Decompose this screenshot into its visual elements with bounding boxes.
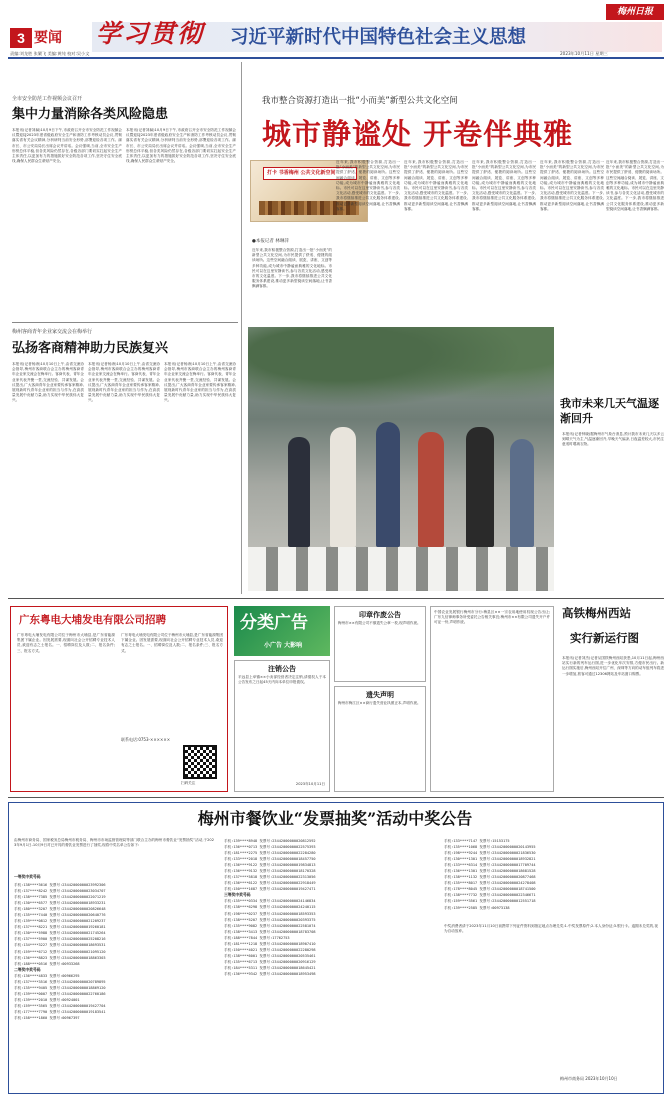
lottery-winner-row: 手机:135****1068 发票号:23442000000020143955	[444, 845, 536, 850]
notice-1-body: 梅州市××有限公司不慎遗失公章一枚,现声明作废。	[338, 621, 421, 625]
pedestrian-3	[376, 422, 400, 547]
story-culture-byline: ●本报记者 林琳萍	[252, 239, 289, 244]
pedestrian-2	[330, 427, 356, 547]
lottery-winner-row: 手机:137****3516 发票号:23442000000020789895	[14, 979, 106, 984]
lottery-winner-row: 手机:138****7732 发票号:23442000000022346671	[444, 893, 536, 898]
lottery-winner-row: 手机:184****5311 发票号:23442000000018645421	[224, 965, 316, 970]
editor-line: 责编:刘龙胜 张繁飞 美编:黄纯 校对:吴小文	[10, 51, 90, 56]
street-photo-road	[248, 547, 554, 591]
lottery-winner-row: 手机:198****9244 发票号:23442000000021836530	[444, 851, 536, 856]
lottery-winner-row: 手机:136****4833 发票号:00966295	[14, 973, 80, 978]
lottery-winner-row: 手机:198****0237 发票号:23442000000018593353	[224, 911, 316, 916]
classified-notice-3	[334, 686, 426, 792]
story-rail-body: 本报讯(记者刘杰)记者从国铁梅州西站获悉,10月11日起,梅州西站实行新的列车运行图,进一步优化车次安排,方便市民出行。新运行图实施后,梅州西站开往广州、深圳等方向的动车组列车将进一步增加,旅客可通过12306网站及车站窗口购票。	[562, 656, 664, 676]
lottery-winner-row: 手机:159****3565 发票号:23442000000019427704	[14, 1003, 106, 1008]
masthead-divider	[8, 57, 664, 59]
lottery-winner-row: 手机:133****6314 发票号:23442000000017709744	[444, 863, 536, 868]
slogan-brush-text: 学习贯彻	[96, 19, 205, 48]
story-culture-body-col2: 近年来,我市积极整合资源,打造出一批“小而美”的新型公共文化空间,为市民提供了舒适、便捷的阅读场所。这些空间融合阅读、展览、讲座、文创等多种功能,成为城市中静谧而典雅的文化地标。市民可以在这里安静读书,参与各类文化活动,感受城市的文化温度。下一步,我市将继续推进公共文化服务体系建设,推动更多新型阅读空间落地,让书香飘满客都。	[336, 160, 400, 211]
lottery-winner-row: 手机:130****1301 发票号:23442000000018932821	[444, 857, 536, 862]
lottery-tier1-label: 一等奖中奖号码	[14, 874, 41, 879]
lottery-winner-row: 手机:136****9122 发票号:23442000000019834813	[224, 863, 316, 868]
lottery-winner-row: 手机:139****2010 发票号:00924001	[14, 997, 80, 1002]
qr-code-icon	[183, 745, 217, 779]
story-rail-headline-1: 高铁梅州西站	[562, 606, 631, 620]
street-photo-trees	[248, 327, 554, 417]
page-section-badge: 3	[10, 28, 32, 48]
lottery-winner-row: 手机:138****3616 发票号:23442000000023992306	[14, 883, 106, 887]
story-culture-headline: 城市静谧处 开卷伴典雅	[262, 117, 574, 151]
lottery-winner-row: 手机:138****1132 发票号:23442000000020877468	[444, 875, 536, 880]
story-hakka-kicker: 梅州客商青年企业家交流会在梅举行	[12, 329, 93, 335]
lottery-winner-row: 手机:138****6298 发票号:23442000000024240115	[224, 905, 316, 910]
ad-power-body-col1: 广东粤电大埔发电有限公司位于梅州市大埔县,是广东省能源集团下属企业。因发展需要,现面向社会公开招聘专业技术人员,欢迎有志之士报名。一、招聘岗位及人数;二、报名条件;三、报名方式。	[17, 633, 115, 653]
notice-2-title: 注销公告	[268, 664, 296, 673]
lottery-winner-row: 手机:139****0007 发票号:23442000000022760186	[14, 991, 106, 996]
story-hakka-body-col3: 本报讯(记者杨涛)10月10日上午,由省交流协会指导,梅州市客商联合会主办的梅州客商青年企业家交流会在梅举行。客商代表、青年企业家代表齐聚一堂,交流经验、共谋发展。会议提出,广大客商青年企业家要传承客家精神,展现新时代青年企业家的担当与作为,在高质量发展中贡献力量,助力实现中华民族伟大复兴。	[164, 362, 236, 403]
lottery-winner-row: 手机:138****5207 发票号:23442000000020393375	[224, 917, 316, 922]
lottery-winner-row: 手机:159****3561 发票号:23442000000012551718	[444, 899, 536, 904]
lottery-column-3	[444, 838, 658, 918]
divider-left-1	[12, 322, 238, 323]
story-culture-kicker: 我市整合资源打造出一批“小而美”新型公共文化空间	[262, 96, 458, 106]
lottery-winner-row: 手机:158****1860 发票号:00967397	[14, 1015, 80, 1020]
divider-main-bottom	[8, 598, 664, 599]
lottery-winner-row: 手机:177****7790 发票号:23442000000019183541	[14, 1009, 106, 1014]
story-safety-body-col1: 本报讯(记者刘赫)10月9日下午,市政府召开全市安全防范工作视频会议暨迎接2023年度省级政府安全生产和消防工作考核动员会议,贯彻落实省有关会议精神,分析研判当前安全形势,部署迎检各项工作。副市长、市公安局局长出席会议并讲话。会议强调,当前,全市安全生产形势总体平稳,但各类风险仍然存在,各级各部门要切实扛起安全生产主体责任,以更加有力的措施抓好安全防范各项工作,坚决守住安全底线,确保人民群众生命财产安全。	[12, 128, 122, 164]
story-safety-headline: 集中力量消除各类风险隐患	[12, 107, 169, 122]
lottery-winner-row: 手机:133****7147 发票号:15153175	[444, 839, 510, 843]
ad-power-body-col2: 广东粤电大埔发电有限公司位于梅州市大埔县,是广东省能源集团下属企业。因发展需要,现面向社会公开招聘专业技术人员,欢迎有志之士报名。一、招聘岗位及人数;二、报名条件;三、报名方式。	[121, 633, 223, 653]
lottery-rules: 中奖消费者请于2023年11月10日前携带下列证件资料到指定地点办理兑奖:1.中奖发票原件;2.本人身份证;3.银行卡。逾期未兑奖的,视为自动放弃。	[444, 924, 658, 934]
divider-vertical-main	[241, 62, 242, 594]
lottery-winner-row: 手机:137****5900 发票号:23442000000025208216	[14, 937, 106, 942]
lottery-winner-row: 手机:135****7440 发票号:23442000000020640776	[14, 913, 106, 918]
pedestrian-6	[510, 439, 534, 547]
story-culture-body-col1: 近年来,我市积极整合资源,打造出一批“小而美”的新型公共文化空间,为市民提供了舒适、便捷的阅读场所。这些空间融合阅读、展览、讲座、文创等多种功能,成为城市中静谧而典雅的文化地标。市民可以在这里安静读书,参与各类文化活动,感受城市的文化温度。下一步,我市将继续推进公共文化服务体系建设,推动更多新型阅读空间落地,让书香飘满客都。	[252, 248, 332, 289]
lottery-winner-row: 手机:150****4021 发票号:23442000000022280298	[224, 947, 316, 952]
story-culture-body-col4: 近年来,我市积极整合资源,打造出一批“小而美”的新型公共文化空间,为市民提供了舒适、便捷的阅读场所。这些空间融合阅读、展览、讲座、文创等多种功能,成为城市中静谧而典雅的文化地标。市民可以在这里安静读书,参与各类文化活动,感受城市的文化温度。下一步,我市将继续推进公共文化服务体系建设,推动更多新型阅读空间落地,让书香飘满客都。	[472, 160, 536, 211]
divider-ads-bottom	[8, 797, 664, 798]
lottery-column-2	[224, 838, 434, 1090]
notice-3-body: 梅州市梅江区××商行遗失营业执照正本,声明作废。	[338, 701, 421, 705]
lottery-winner-row: 手机:130****6577 发票号:23442000000018933231	[14, 901, 106, 906]
lottery-winner-row: 手机:136****1301 发票号:23442000000018681528	[444, 869, 536, 874]
lottery-winner-row: 手机:139****2585 发票号:00973138	[444, 905, 510, 910]
ad-power-box	[10, 606, 228, 792]
notice-2-body: 平远县上举镇××小卖部经营者决定注销,请债权人于本公告发布之日起45天内向本单位申报债权。	[238, 675, 326, 685]
lottery-winner-row: 手机:138****3413 发票号:23442000000018783708	[224, 929, 316, 934]
ad-power-qr-label: 扫码关注	[181, 781, 196, 785]
story-hakka-headline: 弘扬客商精神助力民族复兴	[12, 341, 169, 356]
classified-notice-1	[334, 606, 426, 682]
lottery-winner-row: 手机:178****8045 发票号:23442000000018741500	[444, 887, 536, 892]
lottery-winner-row: 手机:136****9342 发票号:23442000000018953498	[224, 971, 316, 976]
notice-3-title: 遗失声明	[366, 690, 394, 699]
lottery-winner-row: 手机:135****0334 发票号:23442000000024146834	[224, 899, 316, 904]
classified-banner-main: 分类广告	[240, 613, 308, 633]
pedestrian-5	[466, 427, 494, 547]
lottery-headline: 梅州市餐饮业“发票抽奖”活动中奖公告	[197, 809, 473, 828]
lottery-winner-row: 手机:133****2018 发票号:23442000000018457750	[224, 857, 316, 862]
story-hakka-body-col1: 本报讯(记者杨涛)10月10日上午,由省交流协会指导,梅州市客商联合会主办的梅州客商青年企业家交流会在梅举行。客商代表、青年企业家代表齐聚一堂,交流经验、共谋发展。会议提出,广大客商青年企业家要传承客家精神,展现新时代青年企业家的担当与作为,在高质量发展中贡献力量,助力实现中华民族伟大复兴。	[12, 362, 84, 403]
lottery-winner-row: 手机:135****8017 发票号:23442000000024278408	[444, 881, 536, 886]
street-photo	[248, 327, 554, 591]
lottery-column-1	[14, 882, 214, 1090]
lottery-winner-row: 手机:134****3227 发票号:23442000000018693531	[14, 943, 106, 948]
lottery-winner-row: 手机:136****9132 发票号:23442000000018170328	[224, 869, 316, 874]
lottery-tier-label: 二等奖中奖号码	[14, 966, 41, 972]
page-masthead	[8, 4, 664, 48]
photo-caption-badge: 打卡 书香梅州 公共文化新空间	[263, 167, 357, 180]
lottery-winner-row: 手机:181****1218 发票号:23442000000018907410	[224, 941, 316, 946]
lottery-footer: 梅州市商务局 2023年10月10日	[560, 1076, 618, 1081]
classified-right-notices: 中国农业发展银行梅州市分行:梅县区××一宗农用地使用权现公告出让;广东九信律师事务所受委托公告相关事宜;梅州市××有限公司遗失开户许可证一份,声明作废。	[430, 606, 554, 792]
lottery-winner-row: 手机:150****1687 发票号:23442000000019427471	[224, 887, 316, 892]
story-weather-headline: 我市未来几天气温逐渐回升	[560, 397, 659, 425]
lottery-winner-row: 手机:136****0713 发票号:23442000000022575393	[224, 845, 316, 850]
lottery-winner-row: 手机:135****6713 发票号:23442000000020916129	[224, 959, 316, 964]
lottery-winner-row: 手机:188****7844 发票号:17762753	[224, 935, 290, 940]
lottery-winner-row: 手机:138****7385 发票号:23442000000022071219	[14, 895, 106, 900]
pedestrian-1	[288, 437, 310, 547]
lottery-winner-row: 手机:130****5988 发票号:23442000000021745264	[14, 931, 106, 936]
story-rail-headline-2: 实行新运行图	[570, 631, 639, 645]
slogan-main-text: 习近平新时代中国特色社会主义思想	[230, 27, 527, 48]
lottery-winner-row: 手机:135****9082 发票号:23442000000022581074	[224, 923, 316, 928]
classified-date: 2023年10月11日	[295, 782, 325, 786]
classified-banner-sub: 小广告 大影响	[264, 642, 303, 649]
page-section-name: 要闻	[34, 30, 62, 46]
lottery-winner-row: 手机:139****0812 发票号:23442000000021209237	[14, 919, 106, 924]
story-safety-kicker: 全市安全防范工作视频会议召开	[12, 96, 83, 102]
date-line: 2023年10月11日 星期三	[560, 51, 608, 56]
story-safety-body-col2: 本报讯(记者刘赫)10月9日下午,市政府召开全市安全防范工作视频会议暨迎接2023年度省级政府安全生产和消防工作考核动员会议,贯彻落实省有关会议精神,分析研判当前安全形势,部署迎检各项工作。副市长、市公安局局长出席会议并讲话。会议强调,当前,全市安全生产形势总体平稳,但各类风险仍然存在,各级各部门要切实扛起安全生产主体责任,以更加有力的措施抓好安全防范各项工作,坚决守住安全底线,确保人民群众生命财产安全。	[126, 128, 236, 164]
lottery-winner-row: 手机:137****8221 发票号:23442000000019260181	[14, 925, 106, 930]
lottery-winner-row: 手机:188****0516 发票号:00933268	[14, 961, 80, 966]
lottery-winner-row: 手机:136****6122 发票号:23442000000022918449	[224, 881, 316, 886]
lottery-winner-row: 手机:181****2275 发票号:23442000000022284280	[224, 851, 316, 856]
classified-notice-2	[234, 660, 330, 792]
ad-power-contact: 联系电话:0753-××××××	[121, 737, 171, 742]
ad-power-title: 广东粤电大埔发电有限公司招聘	[19, 614, 166, 626]
story-culture-body-col3: 近年来,我市积极整合资源,打造出一批“小而美”的新型公共文化空间,为市民提供了舒适、便捷的阅读场所。这些空间融合阅读、展览、讲座、文创等多种功能,成为城市中静谧而典雅的文化地标。市民可以在这里安静读书,参与各类文化活动,感受城市的文化温度。下一步,我市将继续推进公共文化服务体系建设,推动更多新型阅读空间落地,让书香飘满客都。	[404, 160, 468, 211]
story-weather-body: 本报讯(记者钟晓)据梅州市气象台消息,预计我市未来几天以多云到晴天气为主,气温逐渐回升,早晚天气偏凉,日夜温差较大,市民注意适时增减衣物。	[562, 432, 664, 447]
lottery-winner-row: 手机:135****9405 发票号:23442000000018869120	[14, 985, 106, 990]
lottery-intro: 由梅州市商务局、国家税务总局梅州市税务局、梅州市市场监督管理局等部门联合主办的梅州市餐饮业“发票抽奖”活动,于2023年9月1日-10月9日对已开具的餐饮业发票进行了抽奖,现将中奖名单公告如下:	[14, 838, 214, 848]
paper-logo: 梅州日报	[606, 4, 664, 20]
notice-1-title: 印章作废公告	[359, 610, 401, 619]
story-culture-body-col5: 近年来,我市积极整合资源,打造出一批“小而美”的新型公共文化空间,为市民提供了舒适、便捷的阅读场所。这些空间融合阅读、展览、讲座、文创等多种功能,成为城市中静谧而典雅的文化地标。市民可以在这里安静读书,参与各类文化活动,感受城市的文化温度。下一步,我市将继续推进公共文化服务体系建设,推动更多新型阅读空间落地,让书香飘满客都。	[540, 160, 604, 211]
lottery-winner-row: 手机:180****3207 发票号:23442000000020826648	[14, 907, 106, 912]
lottery-winner-row: 手机:137****5818 发票号:23442000000022313056	[224, 875, 316, 880]
classified-banner	[234, 606, 330, 656]
lottery-winner-row: 手机:139****8948 发票号:23442000000020812592	[224, 839, 316, 843]
story-hakka-body-col2: 本报讯(记者杨涛)10月10日上午,由省交流协会指导,梅州市客商联合会主办的梅州客商青年企业家交流会在梅举行。客商代表、青年企业家代表齐聚一堂,交流经验、共谋发展。会议提出,广大客商青年企业家要传承客家精神,展现新时代青年企业家的担当与作为,在高质量发展中贡献力量,助力实现中华民族伟大复兴。	[88, 362, 160, 403]
lottery-winner-row: 手机:138****6001 发票号:23442000000020535461	[224, 953, 316, 958]
pedestrian-4	[418, 432, 444, 547]
lottery-winner-row: 手机:136****8823 发票号:23442000000018863303	[14, 955, 106, 960]
lottery-tier-label: 三等奖中奖号码	[224, 892, 251, 898]
story-culture-body-col6: 近年来,我市积极整合资源,打造出一批“小而美”的新型公共文化空间,为市民提供了舒适、便捷的阅读场所。这些空间融合阅读、展览、讲座、文创等多种功能,成为城市中静谧而典雅的文化地标。市民可以在这里安静读书,参与各类文化活动,感受城市的文化温度。下一步,我市将继续推进公共文化服务体系建设,推动更多新型阅读空间落地,让书香飘满客都。	[606, 160, 664, 211]
lottery-winner-row: 手机:137****8242 发票号:23442000000023034707	[14, 889, 106, 894]
lottery-winner-row: 手机:159****6712 发票号:23442000000021095120	[14, 949, 106, 954]
